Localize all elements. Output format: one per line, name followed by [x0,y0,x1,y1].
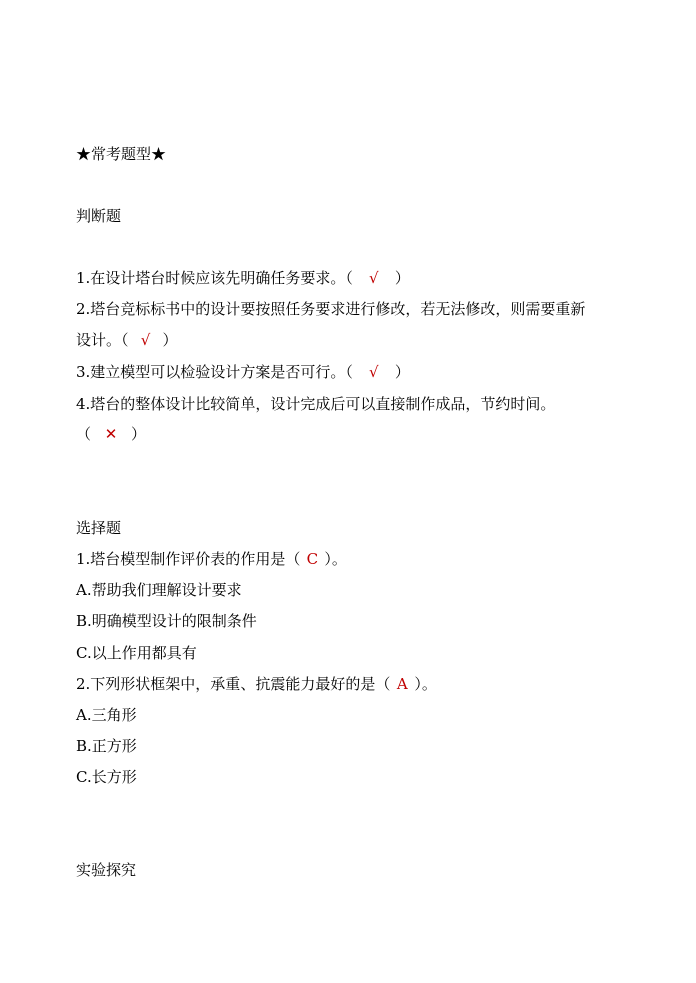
choice-section-title: 选择题 [76,519,122,537]
choice-q1-option-a: A.帮助我们理解设计要求 [76,581,242,599]
judge-q1-close: ） [394,269,410,287]
choice-question-1 [76,549,347,569]
judge-q3-close: ） [394,363,410,381]
judge-q4-answer: ✕ [104,425,118,443]
choice-q2-option-b: B.正方形 [76,737,137,755]
page-heading: ★常考题型★ [76,145,167,163]
judge-q2-close: ） [162,331,178,349]
judge-q4-close: ） [131,425,147,443]
judge-q4-open: （ [76,425,92,443]
choice-q2-stem-end: ）。 [414,675,437,693]
choice-q2-stem: 2.下列形状框架中，承重、抗震能力最好的是（ [76,675,391,693]
judge-question-2-line1: 2.塔台竞标标书中的设计要按照任务要求进行修改，若无法修改，则需要重新 [76,300,586,318]
judge-question-4-line1: 4.塔台的整体设计比较简单，设计完成后可以直接制作成品，节约时间。 [76,395,556,413]
choice-q2-option-c: C.长方形 [76,768,137,786]
judge-question-4-line2 [76,424,146,444]
judge-question-1 [76,268,410,288]
judge-section-title: 判断题 [76,207,122,225]
judge-q3-text: 3.建立模型可以检验设计方案是否可行。（ [76,363,353,381]
judge-q2-text: 设计。（ [76,331,129,349]
choice-q1-option-c: C.以上作用都具有 [76,644,197,662]
judge-q1-text: 1.在设计塔台时候应该先明确任务要求。（ [76,269,353,287]
choice-q1-stem: 1.塔台模型制作评价表的作用是（ [76,550,301,568]
choice-q1-option-b: B.明确模型设计的限制条件 [76,612,257,630]
choice-q2-option-a: A.三角形 [76,706,137,724]
choice-question-2 [76,674,437,694]
choice-q2-answer: A [396,675,408,693]
judge-q1-answer: √ [369,269,379,287]
choice-q1-answer: C [306,550,319,568]
judge-q2-answer: √ [140,331,151,349]
judge-question-2-line2 [76,330,178,350]
experiment-section-title: 实验探究 [76,861,137,879]
judge-q3-answer: √ [369,363,379,381]
choice-q1-stem-end: ）。 [324,550,347,568]
judge-question-3 [76,362,410,382]
